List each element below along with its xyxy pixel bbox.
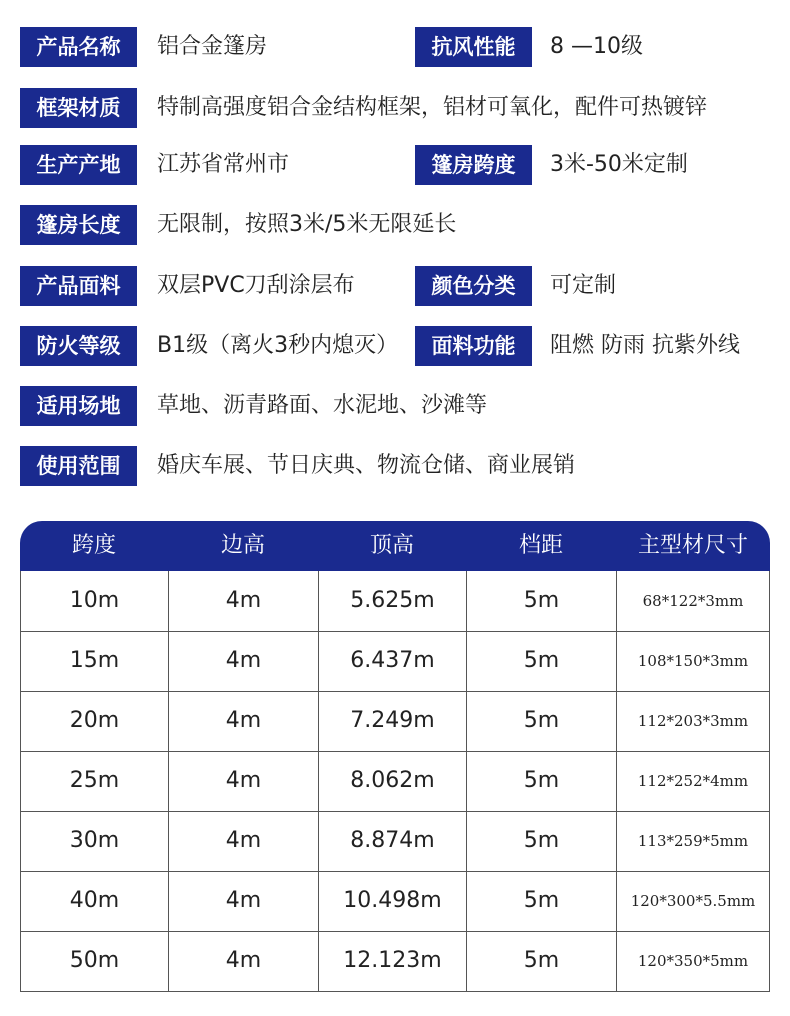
table-row: [21, 871, 769, 931]
cell-top-height: 6.437m: [319, 631, 467, 691]
cell-bay: 5m: [467, 751, 617, 811]
spec-value: 8 —10级: [550, 34, 643, 59]
cell-bay: 5m: [467, 631, 617, 691]
cell-side-height: 4m: [169, 631, 319, 691]
table-row: [21, 751, 769, 811]
row-divider: [21, 751, 769, 752]
table-row: [21, 811, 769, 871]
row-divider: [21, 631, 769, 632]
cell-span: 40m: [21, 871, 169, 931]
spec-label: 颜色分类: [415, 266, 532, 306]
spec-value: 婚庆车展、节日庆典、物流仓储、商业展销: [157, 453, 576, 478]
column-header-bay: 档距: [518, 533, 563, 558]
row-divider: [21, 811, 769, 812]
cell-profile-size: 113*259*5mm: [637, 832, 749, 850]
table-row: [21, 571, 769, 631]
cell-side-height: 4m: [169, 751, 319, 811]
cell-span: 50m: [21, 931, 169, 991]
row-divider: [21, 931, 769, 932]
cell-span: 20m: [21, 691, 169, 751]
table-row: [21, 631, 769, 691]
spec-label: 产品名称: [20, 27, 137, 67]
row-divider: [21, 691, 769, 692]
table-row: [21, 691, 769, 751]
cell-top-height: 8.874m: [319, 811, 467, 871]
spec-label: 使用范围: [20, 446, 137, 486]
spec-label: 面料功能: [415, 326, 532, 366]
cell-span: 25m: [21, 751, 169, 811]
cell-bay: 5m: [467, 571, 617, 631]
row-divider: [21, 871, 769, 872]
spec-label: 篷房跨度: [415, 145, 532, 185]
cell-bay: 5m: [467, 871, 617, 931]
column-header-top-height: 顶高: [369, 533, 414, 558]
column-header-side-height: 边高: [220, 533, 265, 558]
spec-label: 抗风性能: [415, 27, 532, 67]
cell-profile-size: 120*350*5mm: [637, 952, 749, 970]
table-row: [21, 931, 769, 991]
table-body: [20, 571, 770, 992]
cell-side-height: 4m: [169, 571, 319, 631]
cell-profile-size: 112*252*4mm: [637, 772, 749, 790]
spec-value: B1级（离火3秒内熄灭）: [157, 333, 399, 358]
spec-value: 3米-50米定制: [550, 152, 688, 177]
column-header-span: 跨度: [71, 533, 116, 558]
cell-span: 30m: [21, 811, 169, 871]
cell-profile-size: 68*122*3mm: [642, 592, 744, 610]
spec-value: 江苏省常州市: [157, 152, 290, 177]
cell-span: 10m: [21, 571, 169, 631]
spec-label: 防火等级: [20, 326, 137, 366]
cell-profile-size: 112*203*3mm: [637, 712, 749, 730]
cell-side-height: 4m: [169, 691, 319, 751]
column-header-profile: 主型材尺寸: [637, 533, 748, 558]
spec-value: 可定制: [550, 273, 617, 298]
table-header: [20, 521, 770, 571]
spec-value: 特制高强度铝合金结构框架，铝材可氧化，配件可热镀锌: [157, 95, 708, 120]
cell-bay: 5m: [467, 811, 617, 871]
cell-side-height: 4m: [169, 811, 319, 871]
spec-label: 适用场地: [20, 386, 137, 426]
cell-bay: 5m: [467, 931, 617, 991]
cell-top-height: 10.498m: [319, 871, 467, 931]
spec-label: 框架材质: [20, 88, 137, 128]
cell-profile-size: 120*300*5.5mm: [630, 892, 756, 910]
spec-value: 草地、沥青路面、水泥地、沙滩等: [157, 393, 488, 418]
cell-span: 15m: [21, 631, 169, 691]
cell-profile-size: 108*150*3mm: [637, 652, 749, 670]
cell-top-height: 12.123m: [319, 931, 467, 991]
cell-top-height: 7.249m: [319, 691, 467, 751]
cell-side-height: 4m: [169, 871, 319, 931]
cell-top-height: 8.062m: [319, 751, 467, 811]
cell-top-height: 5.625m: [319, 571, 467, 631]
spec-value: 阻燃 防雨 抗紫外线: [550, 333, 740, 358]
spec-label: 篷房长度: [20, 205, 137, 245]
spec-value: 铝合金篷房: [157, 34, 268, 59]
spec-label: 生产产地: [20, 145, 137, 185]
spec-value: 双层PVC刀刮涂层布: [157, 273, 355, 298]
cell-bay: 5m: [467, 691, 617, 751]
cell-side-height: 4m: [169, 931, 319, 991]
spec-label: 产品面料: [20, 266, 137, 306]
spec-value: 无限制，按照3米/5米无限延长: [157, 212, 457, 237]
